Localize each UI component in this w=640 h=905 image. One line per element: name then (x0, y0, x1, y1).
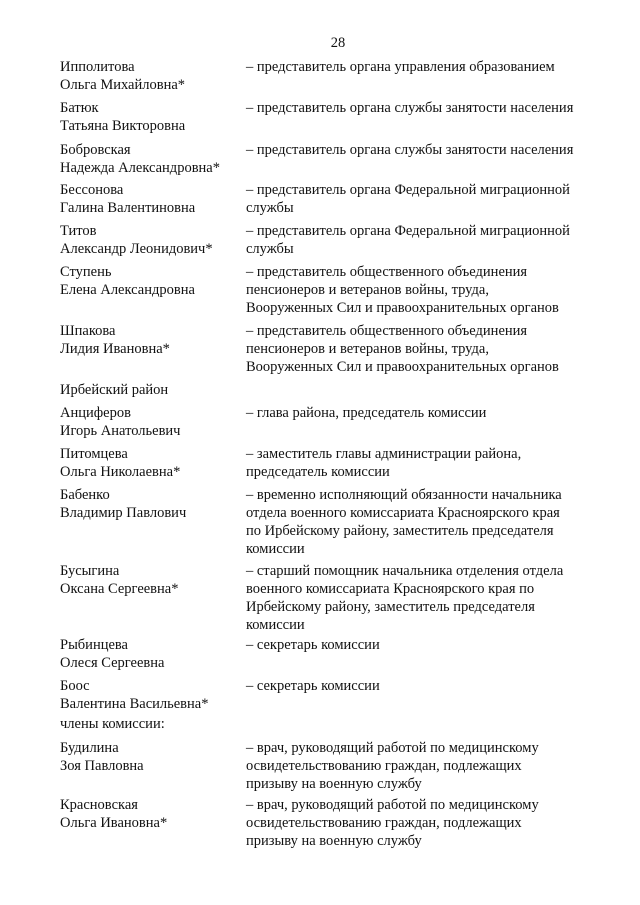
page-number: 28 (330, 35, 346, 51)
member-role: – врач, руководящий работой по медицинскому освидетельствованию граждан, подлежащих призыву на военную службу (246, 797, 539, 849)
member-role: – представитель органа Федеральной миграционной службы (246, 223, 570, 257)
member-name: Бусыгина Оксана Сергеевна* (60, 563, 179, 597)
member-name: Шпакова Лидия Ивановна* (60, 323, 170, 357)
member-name: Анциферов Игорь Анатольевич (60, 405, 181, 439)
member-role: – представитель органа Федеральной миграционной службы (246, 182, 570, 216)
member-role: – врач, руководящий работой по медицинскому освидетельствованию граждан, подлежащих призыву на военную службу (246, 740, 539, 792)
member-role: – представитель органа управления образованием (246, 59, 555, 75)
member-name: Бобровская Надежда Александровна* (60, 142, 220, 176)
member-role: – временно исполняющий обязанности начальника отдела военного комиссариата Красноярского края по Ирбейскому району, заместитель председателя комиссии (246, 487, 562, 557)
member-name: Ипполитова Ольга Михайловна* (60, 59, 186, 93)
member-role: – представитель общественного объединения пенсионеров и ветеранов войны, труда, Вооруженных Сил и правоохранительных органов (246, 264, 559, 316)
members-heading: члены комиссии: (60, 716, 165, 732)
member-role: – представитель общественного объединения пенсионеров и ветеранов войны, труда, Вооруженных Сил и правоохранительных органов (246, 323, 559, 375)
member-name: Рыбинцева Олеся Сергеевна (60, 637, 165, 671)
member-name: Красновская Ольга Ивановна* (60, 797, 168, 831)
member-name: Титов Александр Леонидович* (60, 223, 213, 257)
member-role: – глава района, председатель комиссии (246, 405, 487, 421)
member-name: Батюк Татьяна Викторовна (60, 100, 186, 134)
member-name: Бабенко Владимир Павлович (60, 487, 187, 521)
member-role: – секретарь комиссии (246, 678, 380, 694)
member-name: Бессонова Галина Валентиновна (60, 182, 196, 216)
member-name: Будилина Зоя Павловна (60, 740, 144, 774)
member-name: Ступень Елена Александровна (60, 264, 195, 298)
district-heading: Ирбейский район (60, 382, 169, 398)
member-role: – представитель органа службы занятости населения (246, 100, 574, 116)
member-name: Питомцева Ольга Николаевна* (60, 446, 181, 480)
member-role: – старший помощник начальника отделения отдела военного комиссариата Красноярского края по Ирбейскому району, заместитель председателя комиссии (246, 563, 564, 633)
member-name: Боос Валентина Васильевна* (60, 678, 209, 712)
member-role: – секретарь комиссии (246, 637, 380, 653)
member-role: – представитель органа службы занятости населения (246, 142, 574, 158)
member-role: – заместитель главы администрации района, председатель комиссии (246, 446, 522, 480)
